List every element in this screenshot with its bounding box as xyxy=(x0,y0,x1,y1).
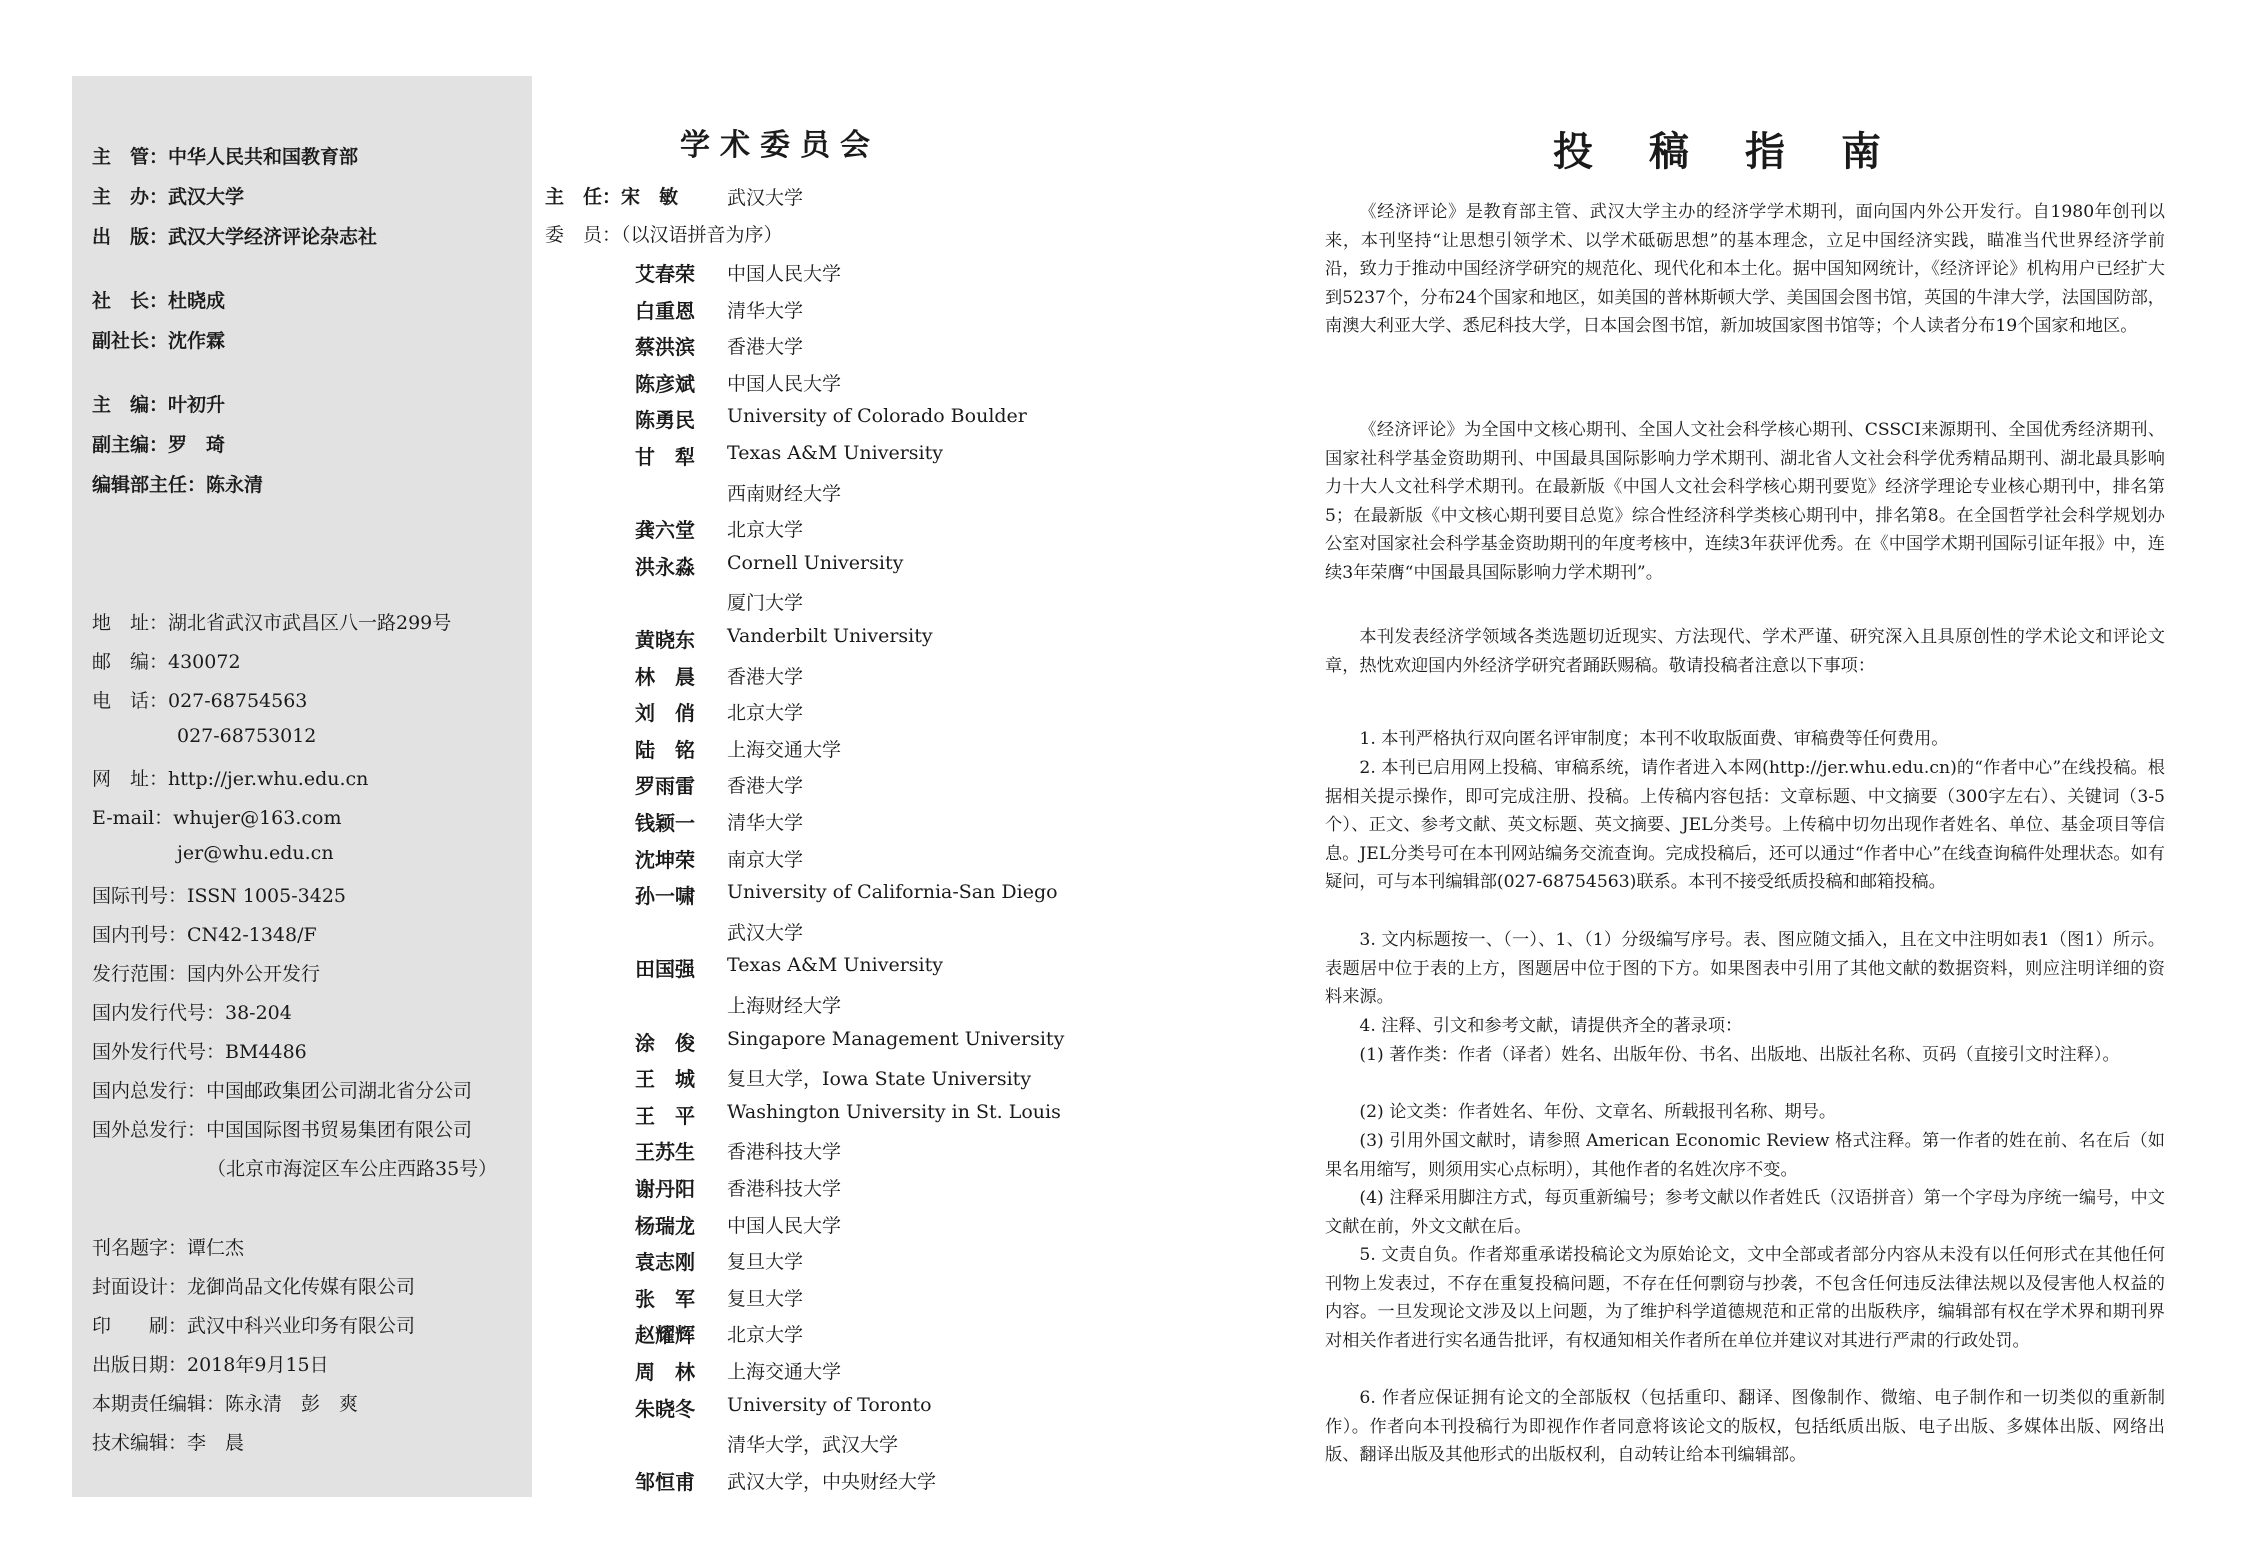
committee-member-affiliation: 清华大学 xyxy=(727,812,804,834)
committee-members-label: 委 员：（以汉语拼音为序） xyxy=(545,224,783,246)
info-distribution-scope: 发行范围：国内外公开发行 xyxy=(92,963,321,985)
committee-member-name: 陆 铭 xyxy=(635,738,695,762)
info-phone-2: 027-68753012 xyxy=(177,725,317,747)
academic-committee xyxy=(545,120,1105,1500)
guide-item: 4. 注释、引文和参考文献，请提供齐全的著录项： xyxy=(1359,1016,1743,1036)
committee-member-name: 甘 犁 xyxy=(635,445,695,469)
masthead-panel xyxy=(72,76,532,1497)
committee-member-affiliation: 香港科技大学 xyxy=(727,1178,842,1200)
info-printer: 印 刷：武汉中科兴业印务有限公司 xyxy=(92,1315,416,1337)
committee-member-name: 黄晓东 xyxy=(635,628,695,652)
committee-member-affiliation: 中国人民大学 xyxy=(727,373,842,395)
committee-member-name: 袁志刚 xyxy=(635,1250,695,1274)
info-email-2[interactable]: jer@whu.edu.cn xyxy=(177,842,334,864)
committee-member-affiliation: Vanderbilt University xyxy=(727,625,933,647)
info-foreign-distributor: 国外总发行：中国国际图书贸易集团有限公司 xyxy=(92,1119,473,1141)
committee-member-affiliation: 香港科技大学 xyxy=(727,1141,842,1163)
committee-member-affiliation: 上海交通大学 xyxy=(727,739,842,761)
committee-member-name: 陈勇民 xyxy=(635,408,695,432)
committee-chair-affiliation: 武汉大学 xyxy=(727,187,804,209)
guide-item: 3. 文内标题按一、（一）、1、（1）分级编写序号。表、图应随文插入，且在文中注明如表1（图1）所示。表题居中位于表的上方，图题居中位于图的下方。如果图表中引用了其他文献的数据资料，则应注明详细的资料来源。 xyxy=(1325,930,2165,1007)
guide-subitem: (2) 论文类：作者姓名、年份、文章名、所载报刊名称、期号。 xyxy=(1359,1102,1837,1122)
guide-item: 2. 本刊已启用网上投稿、审稿系统，请作者进入本网(http://jer.whu.edu.cn)的“作者中心”在线投稿。根据相关提示操作，即可完成注册、投稿。上传稿内容包括：文章标题、中文摘要（300字左右）、关键词（3-5个）、正文、参考文献、英文标题、英文摘要、JEL分类号。上传稿中切勿出现作者姓名、单位、基金项目等信息。JEL分类号可在本刊网站编务交流查询。完成投稿后，还可以通过“作者中心”在线查询稿件处理状态。如有疑问，可与本刊编辑部(027-68754563)联系。本刊不接受纸质投稿和邮箱投稿。 xyxy=(1325,758,2165,892)
committee-member-affiliation: 香港大学 xyxy=(727,666,804,688)
committee-member-name: 蔡洪滨 xyxy=(635,335,695,359)
info-cover-design: 封面设计：龙御尚品文化传媒有限公司 xyxy=(92,1276,416,1298)
masthead-sponsor: 主 办：武汉大学 xyxy=(92,186,245,208)
committee-member-affiliation: 厦门大学 xyxy=(727,592,804,614)
committee-member-affiliation: Singapore Management University xyxy=(727,1028,1065,1050)
committee-member-name: 涂 俊 xyxy=(635,1031,695,1055)
info-address: 地 址：湖北省武汉市武昌区八一路299号 xyxy=(92,612,452,634)
committee-member-affiliation: 北京大学 xyxy=(727,519,804,541)
committee-member-affiliation: 复旦大学 xyxy=(727,1288,804,1310)
committee-title: 学术委员会 xyxy=(680,128,880,163)
masthead-supervisor: 主 管：中华人民共和国教育部 xyxy=(92,146,359,168)
committee-member-name: 朱晓冬 xyxy=(635,1397,695,1421)
committee-member-affiliation: 武汉大学，中央财经大学 xyxy=(727,1471,937,1493)
committee-member-name: 艾春荣 xyxy=(635,262,695,286)
guide-subitem: (3) 引用外国文献时，请参照 American Economic Review 格式注释。第一作者的姓在前、名在后（如果名用缩写，则须用实心点标明），其他作者的名姓次序不变。 xyxy=(1325,1131,2165,1180)
committee-member-name: 王 平 xyxy=(635,1104,695,1128)
guide-title: 投稿指南 xyxy=(1553,128,1937,175)
guide-paragraph: 《经济评论》为全国中文核心期刊、全国人文社会科学核心期刊、CSSCI来源期刊、全国优秀经济期刊、国家社科学基金资助期刊、中国最具国际影响力学术期刊、湖北省人文社会科学优秀精品期刊、湖北最具影响力十大人文社科学术期刊。在最新版《中国人文社会科学核心期刊要览》经济学理论专业核心期刊中，排名第5；在最新版《中文核心期刊要目总览》综合性经济科学类核心期刊中，排名第8。在全国哲学社会科学规划办公室对国家社会科学基金资助期刊的年度考核中，连续3年获评优秀。在《中国学术期刊国际引证年报》中，连续3年荣膺“中国最具国际影响力学术期刊”。 xyxy=(1325,420,2165,583)
info-postcode: 邮 编：430072 xyxy=(92,651,241,673)
committee-member-name: 周 林 xyxy=(635,1360,695,1384)
info-cn: 国内刊号：CN42-1348/F xyxy=(92,924,317,946)
info-issn: 国际刊号：ISSN 1005-3425 xyxy=(92,885,346,907)
info-issue-editors: 本期责任编辑：陈永清 彭 爽 xyxy=(92,1393,359,1415)
guide-item: 5. 文责自负。作者郑重承诺投稿论文为原始论文，文中全部或者部分内容从未没有以任何形式在其他任何刊物上发表过，不存在重复投稿问题，不存在任何剽窃与抄袭，不包含任何违反法律法规以及侵害他人权益的内容。一旦发现论文涉及以上问题，为了维护科学道德规范和正常的出版秩序，编辑部有权在学术界和期刊界对相关作者进行实名通告批评，有权通知相关作者所在单位并建议对其进行严肃的行政处罚。 xyxy=(1325,1245,2165,1351)
info-technical-editor: 技术编辑：李 晨 xyxy=(92,1432,245,1454)
committee-member-name: 王苏生 xyxy=(635,1140,695,1164)
masthead-editor-in-chief: 主 编：叶初升 xyxy=(92,394,226,416)
committee-member-name: 罗雨雷 xyxy=(635,774,695,798)
committee-member-name: 白重恩 xyxy=(635,299,695,323)
committee-member-affiliation: University of Colorado Boulder xyxy=(727,405,1027,427)
committee-member-affiliation: 香港大学 xyxy=(727,775,804,797)
committee-member-affiliation: Texas A&M University xyxy=(727,954,943,976)
committee-member-affiliation: 复旦大学 xyxy=(727,1251,804,1273)
committee-member-name: 龚六堂 xyxy=(635,518,695,542)
committee-member-affiliation: 复旦大学，Iowa State University xyxy=(727,1068,1032,1090)
committee-member-name: 田国强 xyxy=(635,957,695,981)
info-foreign-code: 国外发行代号：BM4486 xyxy=(92,1041,307,1063)
committee-member-affiliation: 清华大学，武汉大学 xyxy=(727,1434,899,1456)
info-title-calligraphy: 刊名题字：谭仁杰 xyxy=(92,1237,245,1259)
info-domestic-code: 国内发行代号：38-204 xyxy=(92,1002,292,1024)
committee-member-name: 邹恒甫 xyxy=(635,1470,695,1494)
committee-member-name: 谢丹阳 xyxy=(635,1177,695,1201)
masthead-deputy-editor: 副主编：罗 琦 xyxy=(92,434,226,456)
committee-member-affiliation: 南京大学 xyxy=(727,849,804,871)
info-website[interactable]: 网 址：http://jer.whu.edu.cn xyxy=(92,768,369,790)
committee-member-name: 林 晨 xyxy=(635,665,695,689)
committee-member-name: 刘 俏 xyxy=(635,701,695,725)
committee-member-affiliation: 中国人民大学 xyxy=(727,263,842,285)
masthead-publisher: 出 版：武汉大学经济评论杂志社 xyxy=(92,226,378,248)
committee-member-affiliation: 北京大学 xyxy=(727,1324,804,1346)
committee-member-affiliation: University of Toronto xyxy=(727,1394,932,1416)
committee-member-affiliation: 清华大学 xyxy=(727,300,804,322)
committee-member-name: 赵耀辉 xyxy=(635,1323,695,1347)
guide-paragraph: 《经济评论》是教育部主管、武汉大学主办的经济学学术期刊，面向国内外公开发行。自1980年创刊以来，本刊坚持“让思想引领学术、以学术砥砺思想”的基本理念，立足中国经济实践，瞄准当代世界经济学前沿，致力于推动中国经济学研究的规范化、现代化和本土化。据中国知网统计，《经济评论》机构用户已经扩大到5237个，分布24个国家和地区，如美国的普林斯顿大学、美国国会图书馆，英国的牛津大学，法国国防部，南澳大利亚大学、悉尼科技大学，日本国会图书馆，新加坡国家图书馆等；个人读者分布19个国家和地区。 xyxy=(1325,202,2165,336)
masthead-vice-president: 副社长：沈作霖 xyxy=(92,330,226,352)
committee-member-name: 洪永淼 xyxy=(635,555,695,579)
committee-member-affiliation: 香港大学 xyxy=(727,336,804,358)
committee-member-affiliation: University of California-San Diego xyxy=(727,881,1058,903)
info-foreign-distributor-address: （北京市海淀区车公庄西路35号） xyxy=(207,1158,498,1180)
masthead-president: 社 长：杜晓成 xyxy=(92,290,226,312)
info-publish-date: 出版日期：2018年9月15日 xyxy=(92,1354,329,1376)
committee-member-name: 杨瑞龙 xyxy=(635,1214,695,1238)
committee-member-affiliation: 西南财经大学 xyxy=(727,483,842,505)
committee-member-name: 陈彦斌 xyxy=(635,372,695,396)
committee-member-name: 沈坤荣 xyxy=(635,848,695,872)
committee-member-affiliation: Texas A&M University xyxy=(727,442,943,464)
guide-subitem: (1) 著作类：作者（译者）姓名、出版年份、书名、出版地、出版社名称、页码（直接引文时注释）。 xyxy=(1359,1045,2120,1065)
info-phone: 电 话：027-68754563 xyxy=(92,690,308,712)
guide-item: 1. 本刊严格执行双向匿名评审制度；本刊不收取版面费、审稿费等任何费用。 xyxy=(1359,729,1949,749)
guide-item: 6. 作者应保证拥有论文的全部版权（包括重印、翻译、图像制作、微缩、电子制作和一切类似的重新制作）。作者向本刊投稿行为即视作作者同意将该论文的版权，包括纸质出版、电子出版、多媒体出版、网络出版、翻译出版及其他形式的出版权利，自动转让给本刊编辑部。 xyxy=(1325,1388,2165,1465)
masthead-office-director: 编辑部主任：陈永清 xyxy=(92,474,264,496)
committee-member-name: 孙一啸 xyxy=(635,884,695,908)
committee-member-affiliation: 中国人民大学 xyxy=(727,1215,842,1237)
guide-subitem: (4) 注释采用脚注方式，每页重新编号；参考文献以作者姓氏（汉语拼音）第一个字母为序统一编号，中文文献在前，外文文献在后。 xyxy=(1325,1188,2165,1237)
committee-member-name: 钱颖一 xyxy=(635,811,695,835)
info-domestic-distributor: 国内总发行：中国邮政集团公司湖北省分公司 xyxy=(92,1080,473,1102)
committee-member-affiliation: 北京大学 xyxy=(727,702,804,724)
info-email[interactable]: E-mail：whujer@163.com xyxy=(92,807,342,829)
guide-paragraph: 本刊发表经济学领域各类选题切近现实、方法现代、学术严谨、研究深入且具原创性的学术论文和评论文章，热忱欢迎国内外经济学研究者踊跃赐稿。敬请投稿者注意以下事项： xyxy=(1325,627,2165,676)
committee-member-affiliation: Washington University in St. Louis xyxy=(727,1101,1061,1123)
committee-member-affiliation: 武汉大学 xyxy=(727,922,804,944)
committee-chair: 主 任：宋 敏 xyxy=(545,186,679,208)
committee-member-affiliation: 上海交通大学 xyxy=(727,1361,842,1383)
committee-member-affiliation: 上海财经大学 xyxy=(727,995,842,1017)
committee-member-name: 王 城 xyxy=(635,1067,695,1091)
committee-member-affiliation: Cornell University xyxy=(727,552,904,574)
committee-member-name: 张 军 xyxy=(635,1287,695,1311)
